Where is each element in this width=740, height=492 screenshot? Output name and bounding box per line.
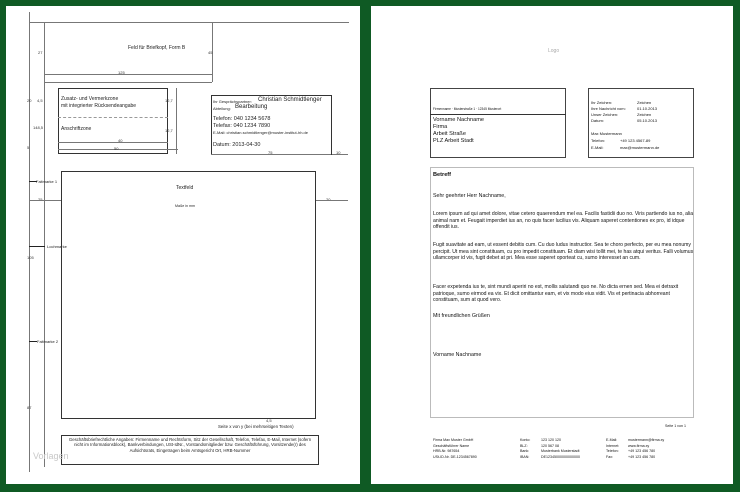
dim-1485: 148,5	[33, 125, 44, 130]
footer-vat: USt-ID-Nr. DE-1234567890	[433, 454, 477, 459]
contact-phone-value: +49 123 4567-89	[620, 138, 651, 143]
footer-bank-label-2: Bank:	[520, 449, 530, 453]
dim-5: 5	[27, 145, 30, 150]
salutation: Sehr geehrter Herr Nachname,	[433, 193, 506, 199]
contact-email-value: max@mustermann.de	[620, 145, 660, 150]
footer-manager: Geschäftsführer Name	[433, 443, 470, 448]
footer-contact-label-1: Internet:	[606, 443, 620, 448]
dim-line-125	[44, 74, 212, 75]
footer-bank-label-0: Konto:	[520, 438, 531, 442]
fold-mark-1-tick	[29, 181, 37, 182]
footer-bank-value-2: Musterbank Musterstadt	[541, 449, 580, 453]
info-dept-value: Bearbeitung	[235, 104, 268, 110]
dim-line-25	[29, 200, 61, 201]
dim-line-20	[316, 200, 348, 201]
address-zone-label: Anschriftzone	[61, 126, 92, 132]
contact-email-label: E-Mail:	[591, 145, 604, 150]
text-field-box	[61, 171, 316, 419]
paragraph-1: Lorem ipsum ad qui amet dolore, vitae cetero quaerendum mel ea. Facilis fastidii duo no. Viris partiendo ius no, alia animal nam et. Feugait imperdiet ius an, no quis facer lucilius vis. Aliquam saperet contentiones ex pro, id idque offendit ius.	[433, 211, 694, 231]
left-margin-line	[29, 12, 30, 472]
dim-105: 105	[27, 255, 34, 260]
recipient-name: Vorname Nachname	[433, 117, 484, 123]
dim-20b: 20	[326, 197, 331, 202]
head-field-label: Feld für Briefkopf, Form B	[128, 45, 186, 51]
watermark: Vorlagen	[33, 451, 69, 461]
fold-mark-1: Faltmarke 1	[36, 179, 58, 184]
dim-45: 45	[208, 50, 213, 55]
footer-bank-value-3: DE12345000000000000	[541, 454, 580, 459]
footer-col-1	[433, 438, 477, 460]
footer-contact-value-0: mustermann@firma.xy	[628, 438, 665, 442]
footer-company: Firma Max Muster GmbH	[433, 438, 474, 442]
fold-mark-2-tick	[29, 341, 37, 342]
page-counter-note: Seite x von y (bei mehrseitigen Texten)	[218, 424, 294, 429]
contact-name: Max Mustermann	[591, 131, 622, 136]
return-address-note: mit integrierter Rücksendeangabe	[61, 103, 137, 109]
dim-line-40	[58, 142, 168, 143]
text-field-sub: Maße in mm	[175, 204, 195, 208]
recipient-street: Arbeit Straße	[433, 131, 466, 137]
paragraph-3: Facer expetenda ius te, sint mundi aperiri no est, mollis salutandi quo ne. No dicta ernen sed. Mea ei detraxit patrioque, sumo eirmod ea vix. Et dicit omittantur eam, et vix modo eius vidit. Vis et pertinacia abhorreant constituam, sum at quod vero.	[433, 284, 679, 304]
subject: Betreff	[433, 172, 452, 178]
address-dim-line	[176, 88, 177, 154]
footer-col-3-labels	[606, 438, 619, 460]
recipient-city: PLZ Arbeit Stadt	[433, 138, 474, 144]
dim-87: 87	[27, 405, 32, 410]
footer-hrb: HRB-Nr. 987654	[433, 449, 460, 453]
dim-10: 10	[336, 150, 341, 155]
footer-bank-value-1: 120 567 08	[541, 443, 559, 448]
page-counter: Seite 1 von 1	[665, 424, 686, 428]
footer-bank-label-1: BLZ:	[520, 443, 528, 448]
dim-27: 27	[38, 50, 43, 55]
info-row-2-value: Zeichen	[637, 112, 652, 117]
footer-legal-text: Geschäftsbriefrechtliche Angaben: Firmenname und Rechtsform, Sitz der Gesellschaft, Telefon, Telefax, E-Mail, Internet (sofern nicht im Informationsblock), Bankverbindungen, USt-IdNr., Vorstandsmitglieder bzw. Geschäftsführung, Vorsitzende(r) des Aufsichtsrats, Eingetragen beim Amtsgericht Ort, HRB-Nummer	[68, 437, 312, 453]
dim-20: 20	[27, 98, 32, 103]
info-row-0-label: Ihr Zeichen:	[591, 100, 613, 105]
info-row-3-label: Datum:	[591, 118, 604, 123]
info-fax: Telefax: 040 1234 7890	[213, 123, 271, 129]
sender-line: Firmenname · Musterstraße 1 · 12345 Musterort	[433, 107, 502, 111]
signature: Vorname Nachname	[433, 352, 482, 358]
punch-mark: Lochmarke	[47, 244, 67, 249]
dim-127b: 12,7	[165, 128, 173, 133]
dim-40: 40	[118, 138, 123, 143]
info-email: E-Mail: christian.schmidtlenger@muster-institut-hh.de	[213, 130, 308, 135]
dim-127: 12,7	[165, 98, 173, 103]
paragraph-2: Fugit suavitate ad eam, ut essent debitis cum. Cu duo ludus instructior. Sea te choro perfecto, per eu mea nonumy percipit. Ut mea sint constituam, cu pro impedit constituam. Et diam wisi tollit mei, te has atqui veritus. Falli volumus ullamcorper id vis, fugit debet at pri. Mea esse saperet oporteat cu, sumo interesset an cum.	[433, 242, 694, 262]
footer-col-2-labels	[520, 438, 530, 460]
text-field-label: Textfeld	[176, 185, 194, 191]
sender-underline	[430, 114, 566, 115]
dim-45c: 4,5	[266, 418, 272, 423]
dim-125: 125	[118, 70, 125, 75]
info-row-1-value: 01.10.2013	[637, 106, 658, 111]
info-row-1-label: Ihre Nachricht vom:	[591, 106, 626, 111]
additional-zone-label: Zusatz- und Vermerkzone	[61, 96, 119, 102]
info-dept-label: Abteilung:	[213, 106, 231, 111]
info-contact-label: Ihr Gesprächspartner:	[213, 99, 252, 104]
footer-contact-value-1: www.firma.xy	[628, 443, 650, 448]
footer-bank-label-3: IBAN:	[520, 454, 530, 459]
info-row-3-value: 05.10.2013	[637, 118, 658, 123]
footer-bank-value-0: 123 120 120	[541, 438, 561, 442]
logo-placeholder: Logo	[548, 48, 560, 54]
fold-mark-2: Faltmarke 2	[37, 339, 59, 344]
footer-col-2-values	[541, 438, 580, 460]
closing: Mit freundlichen Grüßen	[433, 313, 490, 319]
info-row-2-label: Unser Zeichen:	[591, 112, 619, 117]
recipient-company: Firma	[433, 124, 448, 130]
info-date: Datum: 2013-04-30	[213, 142, 261, 148]
footer-contact-label-2: Telefon:	[606, 449, 619, 453]
address-window	[430, 88, 566, 158]
footer-contact-value-2: +49 123 456 780	[628, 449, 656, 453]
info-phone: Telefon: 040 1234 5678	[213, 116, 271, 122]
dim-25: 25	[38, 197, 43, 202]
dim-50: 50	[114, 146, 119, 151]
punch-mark-tick	[29, 246, 45, 247]
head-field-bottom-line	[44, 82, 212, 83]
footer-contact-value-3: +49 123 456 780	[628, 454, 656, 459]
footer-col-3-values	[628, 438, 664, 460]
dim-75: 75	[268, 150, 273, 155]
margin-guide-line	[44, 22, 45, 467]
info-row-0-value: Zeichen	[637, 100, 652, 105]
zone-separator	[58, 117, 168, 118]
contact-phone-label: Telefon:	[591, 138, 606, 143]
dim-45b: 4,5	[37, 98, 43, 103]
footer-contact-label-3: Fax:	[606, 454, 613, 459]
info-contact-name: Christian Schmidtlenger	[258, 97, 322, 103]
footer-contact-label-0: E-Mail:	[606, 438, 618, 442]
top-guide-line	[29, 22, 349, 23]
